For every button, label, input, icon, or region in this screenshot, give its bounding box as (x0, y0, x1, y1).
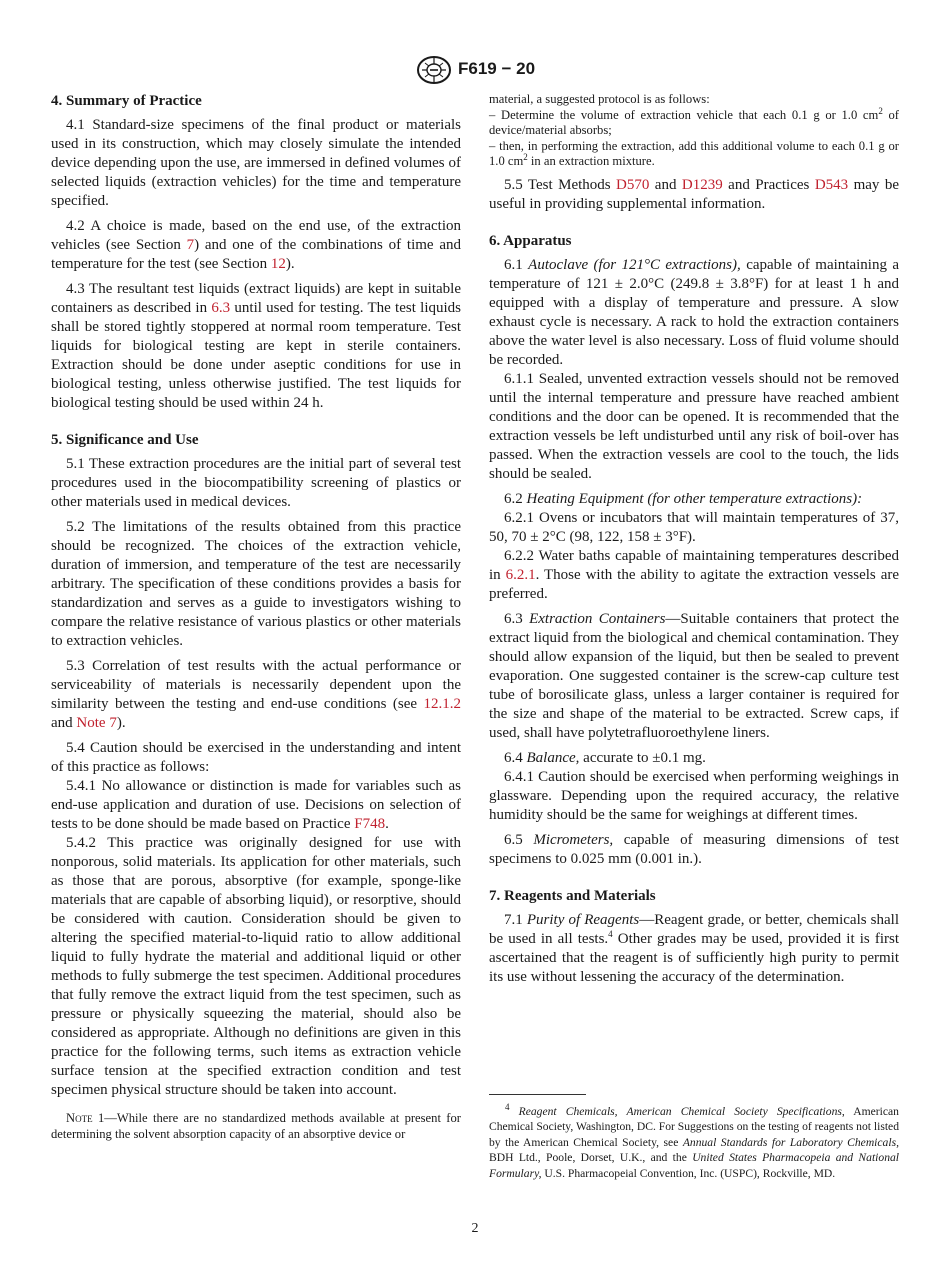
link-note-7[interactable]: Note 7 (76, 715, 117, 731)
right-column (489, 92, 899, 987)
paragraph-5-5: 5.5 Test Methods D570 and D1239 and Practices D543 may be useful in providing supplemental information. (489, 176, 899, 212)
paragraph-6-2-2: 6.2.2 Water baths capable of maintaining temperatures described in 6.2.1. Those with the ability to agitate the extraction vessels are preferred. (489, 547, 899, 602)
left-column (51, 92, 461, 1142)
paragraph-5-4: 5.4 Caution should be exercised in the understanding and intent of this practice as follows: (51, 740, 461, 775)
link-d1239[interactable]: D1239 (681, 176, 723, 193)
astm-logo-icon (416, 55, 452, 85)
paragraph-6-4-1: 6.4.1 Caution should be exercised when performing weighings in glassware. Depending upon the required accuracy, the relative humidity should be the same for weighings at different times. (489, 768, 899, 823)
page-header (0, 55, 950, 85)
paragraph-7-1: 7.1 Purity of Reagents—Reagent grade, or better, chemicals shall be used in all tests.$^4$ Other grades may be used, provided it is first ascertained that the reagent is of sufficiently high purity to permit its use without lessening the accuracy of the determination. (489, 911, 899, 985)
paragraph-6-2-1: 6.2.1 Ovens or incubators that will maintain temperatures of 37, 50, 70 ± 2°C (98, 122, 158 ± 3°F). (489, 509, 899, 545)
paragraph-5-4-1: 5.4.1 No allowance or distinction is made for variables such as end-use application and duration of use. Decisions on selection of tests to be done should be made based on Practice F748. (51, 778, 461, 832)
link-d543[interactable]: D543 (814, 176, 849, 193)
link-section-12[interactable]: 12 (270, 256, 286, 272)
note-1-bullet-1: – Determine the volume of extraction vehicle that each 0.1 g or 1.0 $cm^2$ of device/material absorbs; (489, 105, 899, 138)
footnote-divider (489, 1094, 586, 1095)
section-7-heading: 7. Reagents and Materials (489, 887, 656, 904)
note-1-continued: material, a suggested protocol is as follows: (489, 92, 710, 106)
paragraph-5-1: 5.1 These extraction procedures are the initial part of several test procedures used in the biocompatibility screening of plastics or other materials used in medical devices. (51, 456, 461, 510)
paragraph-4-1: 4.1 Standard-size specimens of the final product or materials used in its construction, which may closely simulate the intended device depending upon the use, are immersed in defined volumes of selected liquids (extraction vehicles) for the time and temperature specified. (51, 117, 461, 209)
paragraph-6-5: 6.5 Micrometers, capable of measuring dimensions of test specimens to 0.025 mm (0.001 in.). (489, 831, 900, 867)
section-5-heading: 5. Significance and Use (51, 432, 199, 448)
paragraph-6-1: 6.1 Autoclave (for 121°C extractions), capable of maintaining a temperature of 121 ± 2.0°C (249.8 ± 3.8°F) for at least 1 h and equipped with a display of temperature and pressure. A slow exhaust cycle is necessary. A rack to hold the extraction containers above the water level is also necessary. Loss of fluid volume should be recorded. (489, 256, 900, 368)
paragraph-5-3: 5.3 Correlation of test results with the actual performance or serviceability of materials is necessarily dependent upon the similarity between the testing and end-use conditions (see 12.1.2 and Note 7). (51, 658, 461, 731)
paragraph-6-1-1: 6.1.1 Sealed, unvented extraction vessels should not be removed until the internal temperature and pressure have reached ambient conditions and the door can be opened. It is recommended that the extraction vessels be left undisturbed until any risk of boil-over has passed. When the extraction vessels are cool to the touch, the lids should be sealed. (489, 370, 899, 482)
section-4-heading: 4. Summary of Practice (51, 93, 202, 109)
link-6-2-1[interactable]: 6.2.1 (505, 566, 536, 583)
note-1-label: Note 1 (66, 1111, 105, 1125)
note-1: Note 1—While there are no standardized methods available at present for determining the solvent absorption capacity of an absorptive device or (51, 1111, 461, 1141)
footnote-4: $^4$ Reagent Chemicals, American Chemical Society Specifications, American Chemical Society, Washington, DC. For Suggestions on the testing of reagents not listed by the American Chemical Society, see Annual Standards for Laboratory Chemicals, BDH Ltd., Poole, Dorset, U.K., and the United States Pharmacopeia and National Formulary, U.S. Pharmacopeial Convention, Inc. (USPC), Rockville, MD. (489, 1102, 900, 1180)
paragraph-4-3: 4.3 The resultant test liquids (extract liquids) are kept in suitable containers as described in 6.3 until used for testing. The test liquids shall be stored tightly stoppered at normal room temperature. Test liquids for biological testing are kept in sterile containers. Extraction should be done under aseptic conditions for use in biological testing, unless otherwise justified. The test liquids for biological testing should be used within 24 h. (51, 281, 461, 411)
link-section-7[interactable]: 7 (186, 237, 195, 253)
section-6-heading: 6. Apparatus (489, 232, 572, 249)
paragraph-4-2: 4.2 A choice is made, based on the end use, of the extraction vehicles (see Section 7) and one of the combinations of time and temperature for the test (see Section 12). (51, 218, 461, 272)
note-1-bullet-2: – then, in performing the extraction, add this additional volume to each 0.1 g or 1.0 $cm^2$ in an extraction mixture. (489, 138, 899, 169)
paragraph-5-2: 5.2 The limitations of the results obtained from this practice should be recognized. The choices of the extraction vehicle, duration of immersion, and temperature of the test are necessarily arbitrary. The specification of these conditions provides a basis for standardization and serves as a guide to investigators wishing to compare the relative resistance of various plastics or other materials to extraction vehicles. (51, 519, 461, 649)
link-6-3[interactable]: 6.3 (211, 300, 231, 316)
document-id: F619 − 20 (458, 59, 536, 78)
paragraph-6-4: 6.4 Balance, accurate to ±0.1 mg. (504, 749, 706, 766)
link-12-1-2[interactable]: 12.1.2 (423, 696, 461, 712)
paragraph-6-3: 6.3 Extraction Containers—Suitable containers that protect the extract liquid from the biological and chemical contamination. They should allow expansion of the liquid, but then be sealed to prevent evaporation. One suggested container is the screw-cap culture test tube of borosilicate glass, unless a larger container is required for the size and shape of the material to be extracted. Screw caps, if used, shall have polytetrafluoroethylene liners. (489, 610, 900, 741)
link-f748[interactable]: F748 (354, 816, 386, 832)
paragraph-6-2: 6.2 Heating Equipment (for other temperature extractions): (504, 490, 863, 507)
paragraph-5-4-2: 5.4.2 This practice was originally designed for use with nonporous, solid materials. Its application for other materials, such as those that are porous, absorptive (for example, sponge-like materials that are capable of absorbing liquid), or resorptive, should be considered with caution. Consideration should be given to altering the specified material-to-liquid ratio to allow additional liquid to fully hydrate the material and additional liquid or other methods to fully submerge the test specimen. Additional procedures that fully remove the extract liquid from the test specimen, such as pressure or physically squeezing the material, should also be considered as appropriate. Although no definitions are given in this practice for the following terms, such items as extraction vehicle surface tension at the specified extraction condition and test specimen physical structure should be taken into account. (51, 835, 461, 1098)
page-number: 2 (471, 1221, 479, 1236)
link-d570[interactable]: D570 (616, 176, 650, 193)
